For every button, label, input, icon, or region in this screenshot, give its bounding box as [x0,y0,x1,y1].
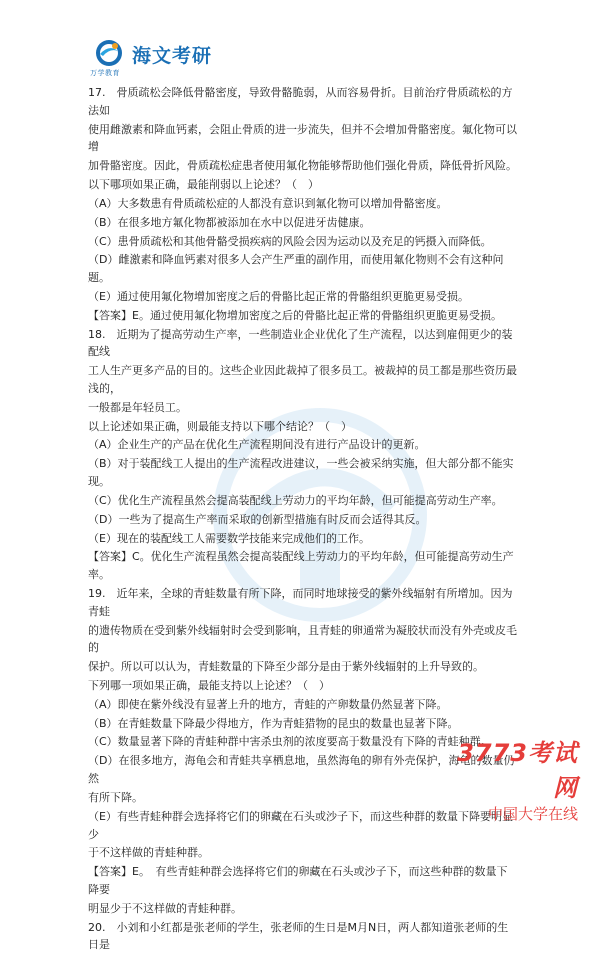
q19-question: 下列哪一项如果正确，最能支持以上论述？（ ） [88,679,330,692]
q19-stem-line3: 保护。所以可以认为，青蛙数量的下降至少部分是由于紫外线辐射的上升导致的。 [88,660,484,674]
q18-option-a: （A）企业生产的产品在优化生产流程期间没有进行产品设计的更新。 [88,438,426,452]
q18-option-c: （C）优化生产流程虽然会提高装配线上劳动力的平均年龄，但可能提高劳动生产率。 [88,493,503,507]
footer-watermark [438,733,578,824]
footer-tagline: 中国大学在线 [487,805,578,823]
q19-option-e-line1: （E）有些青蛙种群会选择将它们的卵藏在石头或沙子下，而这些种群的数量下降要明显少 [88,809,513,841]
q19-option-b: （B）在青蛙数量下降最少得地方，作为青蛙猎物的昆虫的数量也显著下降。 [88,716,459,730]
q18-stem-line2: 工人生产更多产品的目的。这些企业因此裁掉了很多员工。被裁掉的员工都是那些资历最浅的， [88,364,517,395]
q17-answer: 【答案】E。通过使用氟化物增加密度之后的骨骼比起正常的骨骼组织更脆更易受损。 [88,308,502,322]
q18-stem-line1: 18. 近期为了提高劳动生产率，一些制造业企业优化了生产流程，以达到雇佣更少的装配线 [88,327,513,359]
q17-option-b: （B）在很多地方氟化物都被添加在水中以促进牙齿健康。 [88,215,371,229]
q19-stem-line2: 的遗传物质在受到紫外线辐射时会受到影响，且青蛙的卵通常为凝胶状而没有外壳或皮毛的 [88,623,517,655]
q19-option-d-line1: （D）在很多地方，海龟会和青蛙共享栖息地，虽然海龟的卵有外壳保护，海龟的数量仍然 [88,754,515,786]
q19-option-c: （C）数量显著下降的青蛙种群中害杀虫剂的浓度要高于数量没有下降的青蛙种群。 [88,735,492,749]
q19-stem-line1: 19. 近年来，全球的青蛙数量有所下降，而同时地球接受的紫外线辐射有所增加。因为青蛙 [88,586,513,618]
q19-answer-line2: 明显少于不这样做的青蛙种群。 [88,901,242,915]
q17-stem-line3: 加骨骼密度。因此，骨质疏松症患者使用氟化物能够帮助他们强化骨质，降低骨折风险。 [88,159,517,173]
q18-option-e: （E）现在的装配线工人需要数学技能来完成他们的工作。 [88,531,370,545]
footer-brand: 3773考试网 [457,739,578,802]
q18-stem-line3: 一般都是年轻员工。 [88,400,187,414]
header [90,38,290,78]
q20-stem-line1: 20. 小刘和小红都是张老师的学生，张老师的生日是M月N日，两人都知道张老师的生日是 [88,920,509,952]
q18-answer: 【答案】C。优化生产流程虽然会提高装配线上劳动力的平均年龄，但可能提高劳动生产率。 [88,550,514,582]
q18-question: 以上论述如果正确，则最能支持以下哪个结论？（ ） [88,419,352,433]
q18-option-d: （D）一些为了提高生产率而采取的创新型措施有时反而会适得其反。 [88,512,427,526]
logo-subtitle: 万学教育 [90,69,120,77]
q17-option-e: （E）通过使用氟化物增加密度之后的骨骼比起正常的骨骼组织更脆更易受损。 [88,289,469,303]
logo-icon [90,38,128,72]
q17-option-a: （A）大多数患有骨质疏松症的人都没有意识到氟化物可以增加骨骼密度。 [88,196,448,210]
q19-option-a: （A）即使在紫外线没有显著上升的地方，青蛙的产卵数量仍然显著下降。 [88,697,448,711]
q17-option-c: （C）患骨质疏松和其他骨骼受损疾病的风险会因为运动以及充足的钙摄入而降低。 [88,234,492,248]
q18-option-b: （B）对于装配线工人提出的生产流程改进建议，一些会被采纳实施，但大部分都不能实现。 [88,457,514,489]
q17-stem-line1: 17. 骨质疏松会降低骨骼密度，导致骨骼脆弱，从而容易骨折。目前治疗骨质疏松的方法如 [88,86,513,117]
q19-option-e-line2: 于不这样做的青蛙种群。 [88,846,209,860]
q17-question: 以下哪项如果正确，最能削弱以上论述？（ ） [88,178,319,192]
document-body [88,84,518,955]
q17-stem-line2: 使用雌激素和降血钙素，会阻止骨质的进一步流失，但并不会增加骨骼密度。氟化物可以增 [88,122,517,154]
logo-text: 海文考研 [132,45,213,67]
q19-answer-line1: 【答案】E。 有些青蛙种群会选择将它们的卵藏在石头或沙子下，而这些种群的数量下降要 [88,865,508,896]
q19-option-d-line2: 有所下降。 [88,790,143,804]
q17-option-d: （D）雌激素和降血钙素对很多人会产生严重的副作用，而使用氟化物则不会有这种问题。 [88,253,504,285]
